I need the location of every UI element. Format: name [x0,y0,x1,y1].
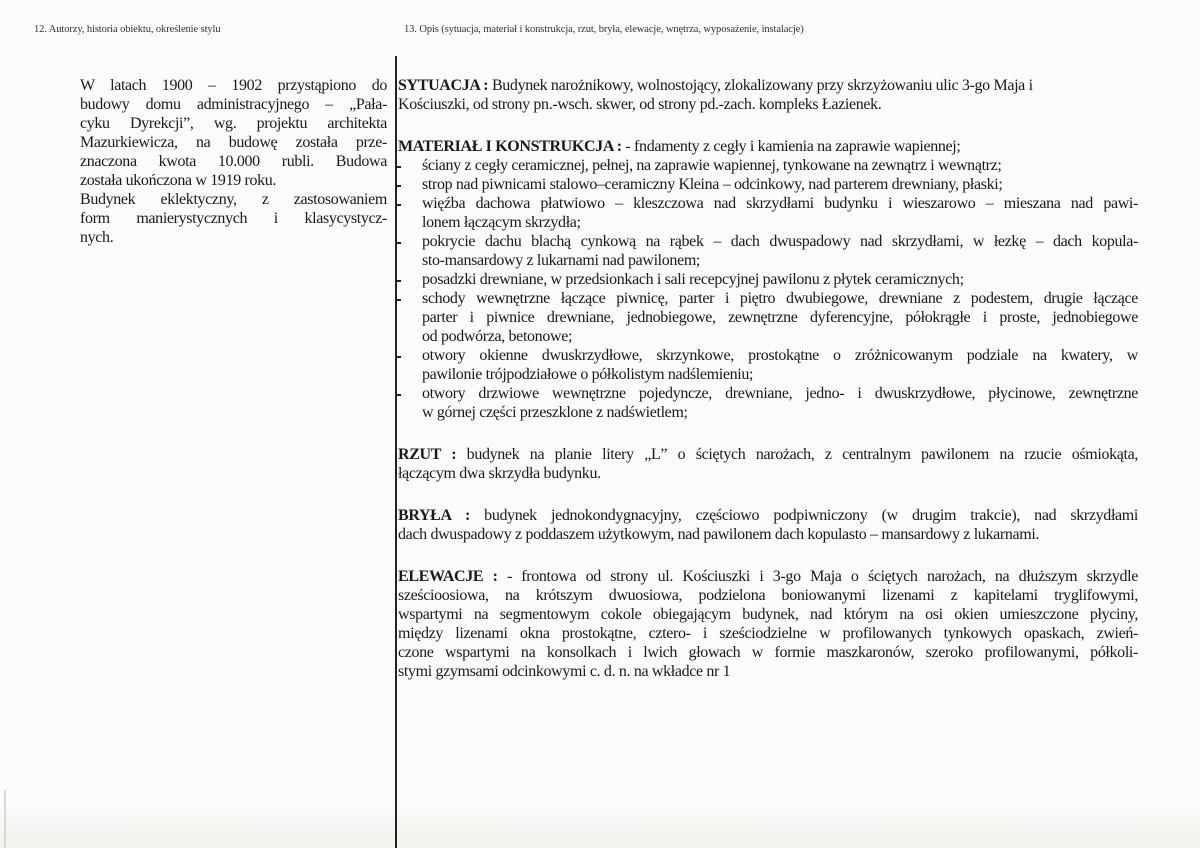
text-line: od podwórza, betonowe; [422,328,573,345]
text-line: została ukończona w 1919 roku. [80,172,277,189]
section-heading: BRYŁA : [398,507,470,524]
scan-bottom-shade [0,800,1200,848]
section-text: budynek jednokondygnacyjny, częściowo podpiwniczony (w drugim trakcie), nad skrzydłami [469,507,1138,524]
section-materiał-i-konstrukcja [398,137,1138,156]
text-line: budowy domu administracyjnego – „Pała- [80,96,387,113]
description-text [398,76,1138,681]
text-line: Mazurkiewicza, na budowę została prze- [80,134,387,151]
bullet-dash [396,204,401,206]
text-line: strop nad piwnicami stalowo–ceramiczny Kleina – odcinkowy, nad parterem drewniany, płaski; [422,176,1003,193]
text-line: sto-mansardowy z lukarnami nad pawilonem; [422,252,701,269]
text-line: pawilonie trójpodziałowe o półkolistym nadślemieniu; [422,366,754,383]
section-heading: MATERIAŁ I KONSTRUKCJA : [398,138,622,155]
text-line: łączącym dwa skrzydła budynku. [398,465,601,482]
section-heading: SYTUACJA : [398,77,489,94]
text-line: między lizenami okna prostokątne, cztero- i sześciodzielne w profilowanych tynkowych opaskach, zwień- [398,625,1138,642]
column-divider [395,56,397,848]
text-line: pokrycie dachu blachą cynkową na rąbek – dach dwuspadowy nad skrzydłami, w łezkę – dach kopula- [422,233,1138,250]
text-line: W latach 1900 – 1902 przystąpiono do [80,77,387,94]
section-text: Budynek narożnikowy, wolnostojący, zlokalizowany przy skrzyżowaniu ulic 3-go Maja i [488,77,1033,94]
section-heading: ELEWACJE : [398,568,498,585]
right-column-header: 13. Opis (sytuacja, materiał i konstrukcja, rzut, bryła, elewacje, wnętrza, wyposażenie, instalacje) [404,24,804,35]
bullet-dash [396,394,401,396]
bullet-dash [396,299,401,301]
scan-edge-mark [4,790,6,848]
text-line: parter i piwnice drewniane, jednobiegowe, zewnętrzne dyferencyjne, półokrągłe i proste, jednobiegowe [422,309,1138,326]
text-line: sześcioosiowa, na krótszym dwuosiowa, podzielona boniowanymi lizenami z kapitelami tryglifowymi, [398,587,1138,604]
text-line: nych. [80,229,114,246]
text-line: wspartymi na segmentowym cokole obiegającym budynek, nad którym na osi okien umieszczone płyciny, [398,606,1138,623]
section-bryła [398,506,1138,525]
text-line: w górnej części przeszklone z nadświetlem; [422,404,688,421]
section-elewacje [398,567,1138,586]
text-line: otwory drzwiowe wewnętrzne pojedyncze, drewniane, jedno- i dwuskrzydłowe, płycinowe, zewnętrzne [422,385,1138,402]
text-line: posadzki drewniane, w przedsionkach i sali recepcyjnej pawilonu z płytek ceramicznych; [422,271,964,288]
text-line: lonem łączącym skrzydła; [422,214,581,231]
text-line: stymi gzymsami odcinkowymi c. d. n. na wkładce nr 1 [398,663,731,680]
section-text: - fndamenty z cegły i kamienia na zaprawie wapiennej; [621,138,961,155]
text-line: form manierystycznych i klasycystycz- [80,210,387,227]
bullet-dash [396,242,401,244]
text-line: otwory okienne dwuskrzydłowe, skrzynkowe, prostokątne o zróżnicowanym podziale na kwatery, w [422,347,1138,364]
text-line: więźba dachowa płatwiowo – kleszczowa nad skrzydłami budynku i wieszarowo – mieszana nad pawi- [422,195,1138,212]
left-column-header: 12. Autorzy, historia obiektu, określenie stylu [34,24,221,35]
section-rzut [398,445,1138,464]
section-sytuacja [398,76,1138,95]
bullet-dash [396,356,401,358]
text-line: cyku Dyrekcji”, wg. projektu architekta [80,115,387,132]
text-line: Kościuszki, od strony pn.-wsch. skwer, od strony pd.-zach. kompleks Łazienek. [398,96,882,113]
text-line: schody wewnętrzne łączące piwnicę, parter i piętro dwubiegowe, drewniane z podestem, drugie łączące [422,290,1138,307]
text-line: czone wspartymi na konsolkach i lwich głowach w formie maszkaronów, szeroko profilowanymi, półkoli- [398,644,1138,661]
bullet-dash [396,166,401,168]
text-line: dach dwuspadowy z poddaszem użytkowym, nad pawilonem dach kopulasto – mansardowy z lukarnami. [398,526,1040,543]
section-heading: RZUT : [398,446,457,463]
history-text [80,76,387,247]
bullet-dash [396,280,401,282]
text-line: ściany z cegły ceramicznej, pełnej, na zaprawie wapiennej, tynkowane na zewnątrz i wewnątrz; [422,157,1002,174]
text-line: znaczona kwota 10.000 rubli. Budowa [80,153,387,170]
text-line: Budynek eklektyczny, z zastosowaniem [80,191,387,208]
section-text: budynek na planie litery „L” o ściętych narożach, z centralnym pawilonem na rzucie ośmiokąta, [456,446,1138,463]
section-text: - frontowa od strony ul. Kościuszki i 3-go Maja o ściętych narożach, na dłuższym skrzydle [497,568,1138,585]
bullet-dash [396,185,401,187]
